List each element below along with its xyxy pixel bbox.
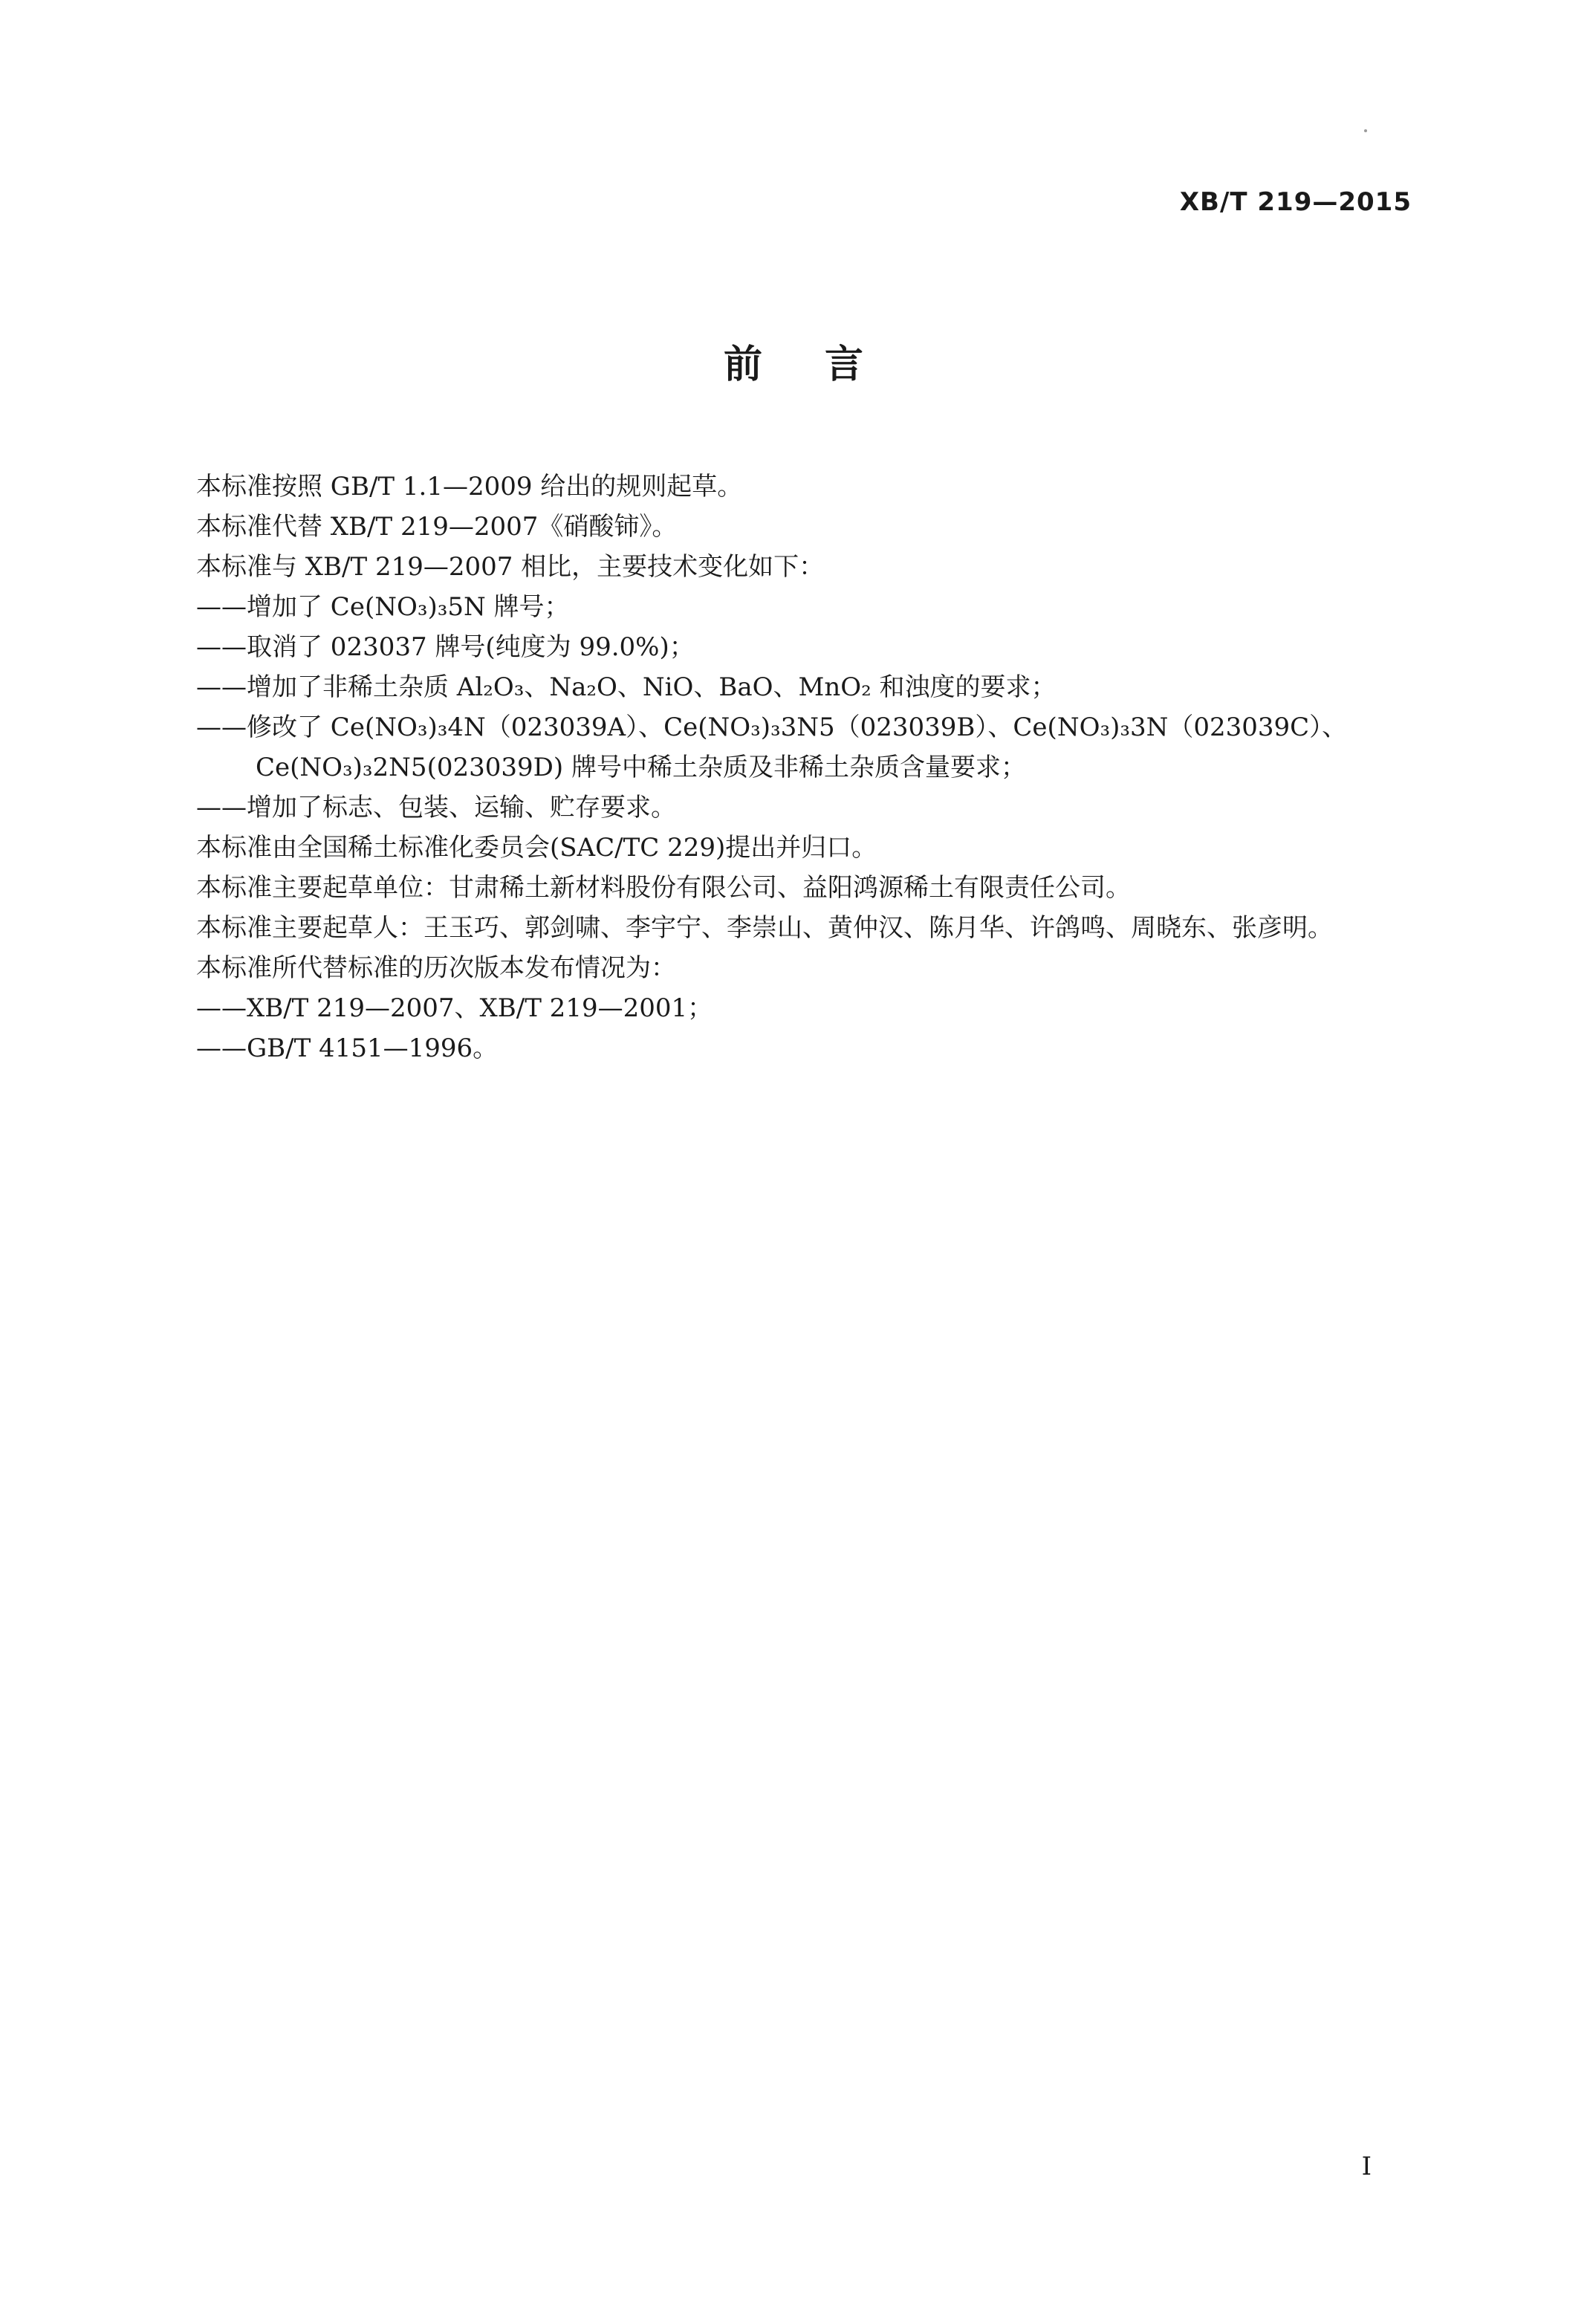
change-item-continuation: Ce(NO₃)₃2N5(023039D) 牌号中稀土杂质及非稀土杂质含量要求； <box>256 753 1026 782</box>
change-item: ——取消了 023037 牌号(纯度为 99.0%)； <box>196 632 695 662</box>
foreword-line: 本标准所代替标准的历次版本发布情况为： <box>196 953 676 983</box>
scan-speck <box>1364 129 1367 132</box>
page-number: I <box>1361 2152 1372 2181</box>
history-item: ——GB/T 4151—1996。 <box>196 1033 499 1063</box>
change-item: ——增加了标志、包装、运输、贮存要求。 <box>196 793 676 822</box>
change-item: ——增加了 Ce(NO₃)₃5N 牌号； <box>196 592 570 622</box>
history-item: ——XB/T 219—2007、XB/T 219—2001； <box>196 993 713 1023</box>
foreword-line: 本标准主要起草单位：甘肃稀土新材料股份有限公司、益阳鸿源稀土有限责任公司。 <box>196 873 1131 903</box>
foreword-line: 本标准由全国稀土标准化委员会(SAC/TC 229)提出并归口。 <box>196 833 877 863</box>
change-item: ——修改了 Ce(NO₃)₃4N（023039A）、Ce(NO₃)₃3N5（023039B）、Ce(NO₃)₃3N（023039C）、 <box>196 713 1348 742</box>
standard-number-header: XB/T 219—2015 <box>1179 187 1412 217</box>
foreword-line: 本标准代替 XB/T 219—2007《硝酸铈》。 <box>196 512 678 542</box>
page-title: 前言 <box>723 343 926 387</box>
foreword-line: 本标准按照 GB/T 1.1—2009 给出的规则起草。 <box>196 472 743 502</box>
foreword-body <box>196 467 1415 1068</box>
change-item: ——增加了非稀土杂质 Al₂O₃、Na₂O、NiO、BaO、MnO₂ 和浊度的要求； <box>196 672 1057 702</box>
foreword-line: 本标准与 XB/T 219—2007 相比，主要技术变化如下： <box>196 552 825 582</box>
foreword-line: 本标准主要起草人：王玉巧、郭剑啸、李宇宁、李崇山、黄仲汉、陈月华、许鸽鸣、周晓东、张彦明。 <box>196 913 1333 943</box>
